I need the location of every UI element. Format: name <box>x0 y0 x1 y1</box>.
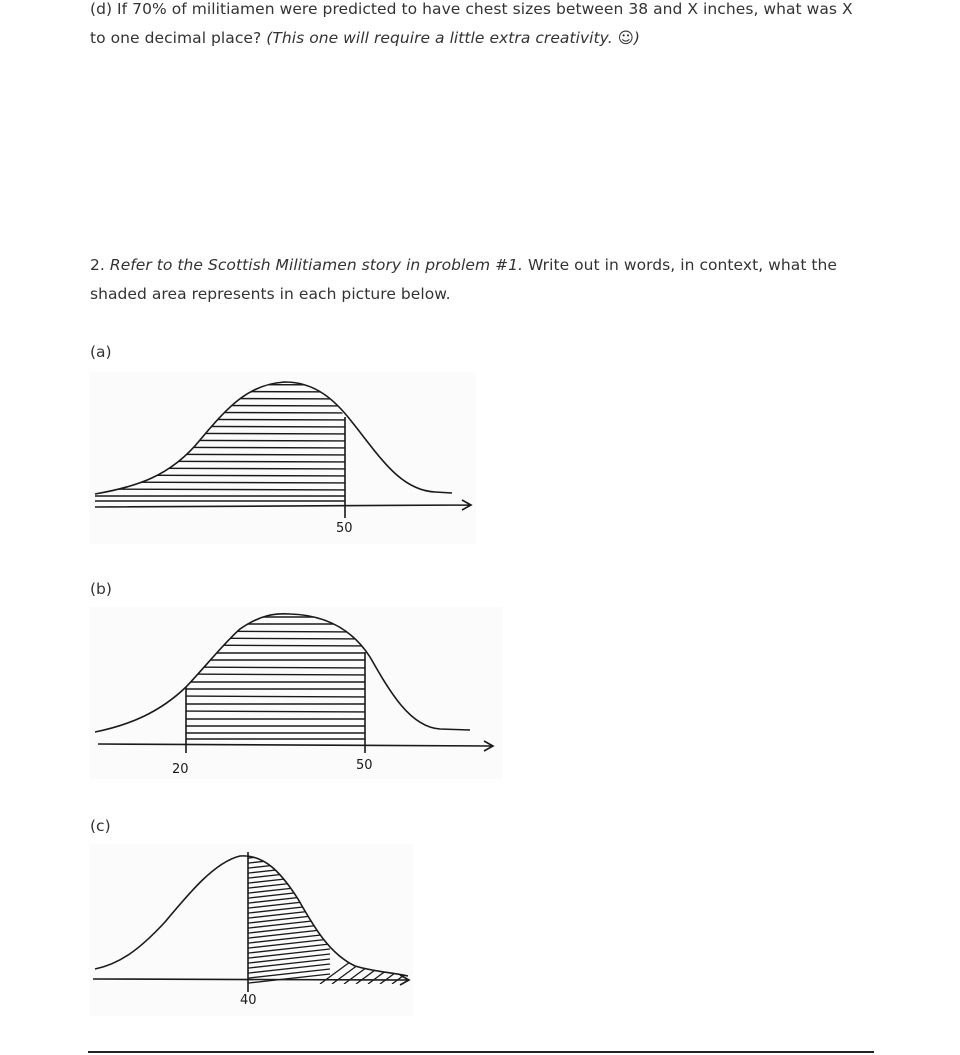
problem2-instruction: Write out in words, in context, what the <box>523 256 838 274</box>
figure-b-sketch <box>90 607 502 779</box>
figure-c-label: (c) <box>90 817 111 835</box>
figure-c-axis-arrow <box>93 975 409 985</box>
figure-c-sketch <box>90 844 413 1016</box>
figure-c-cutoff-label: 40 <box>240 993 257 1008</box>
problem2-line1 <box>90 256 837 274</box>
question-d-line1: (d) If 70% of militiamen were predicted to have chest sizes between 38 and X inches, what was X <box>90 0 853 18</box>
question-d-hint: (This one will require a little extra creativity. ☺) <box>266 29 640 47</box>
figure-a-label: (a) <box>90 343 112 361</box>
figure-b-left-cutoff-label: 20 <box>172 762 189 777</box>
bottom-rule <box>88 1051 874 1053</box>
figure-c <box>90 844 413 1016</box>
question-d-line2-plain: to one decimal place? <box>90 29 267 47</box>
figure-b-right-cutoff-label: 50 <box>356 758 373 773</box>
problem2-number: 2. <box>90 256 110 274</box>
figure-a-sketch <box>90 372 476 544</box>
figure-b-label: (b) <box>90 580 112 598</box>
figure-b-axis-arrow <box>98 741 493 751</box>
figure-a-cutoff-label: 50 <box>336 521 353 536</box>
figure-b <box>90 607 502 779</box>
problem2-reference: Refer to the Scottish Militiamen story in problem #1. <box>109 256 524 274</box>
figure-a <box>90 372 476 544</box>
question-d-line2 <box>90 29 640 47</box>
figure-a-hatching <box>90 384 350 501</box>
problem2-line2: shaded area represents in each picture below. <box>90 285 451 303</box>
figure-b-hatching <box>180 617 370 739</box>
figure-c-hatching <box>240 849 413 984</box>
